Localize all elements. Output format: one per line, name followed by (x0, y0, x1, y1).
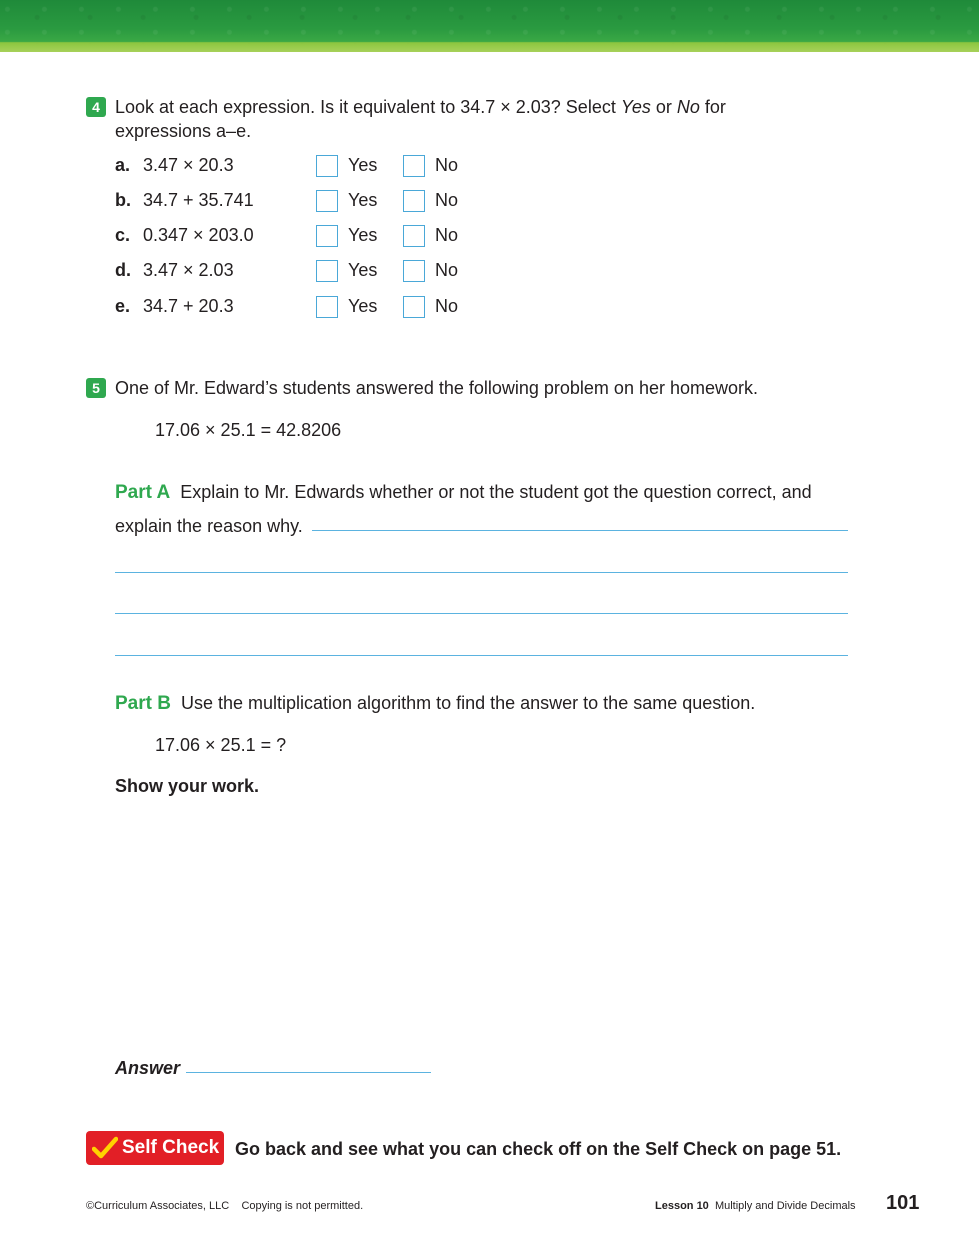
question-5-prompt: One of Mr. Edward’s students answered the following problem on her homework. (115, 378, 758, 398)
part-a-answer-line[interactable] (312, 530, 848, 531)
yes-label: Yes (348, 260, 378, 280)
self-check-text: Go back and see what you can check off on the Self Check on page 51. (235, 1139, 842, 1159)
answer-line[interactable] (186, 1072, 431, 1073)
question-5-equation: 17.06 × 25.1 = 42.8206 (155, 420, 342, 440)
option-expression: 3.47 × 2.03 (143, 260, 234, 280)
option-letter: b. (115, 190, 131, 210)
page-number: 101 (886, 1192, 920, 1214)
yes-checkbox[interactable] (316, 225, 338, 247)
no-checkbox[interactable] (403, 260, 425, 282)
no-checkbox[interactable] (403, 190, 425, 212)
footer-lesson: Lesson 10 Multiply and Divide Decimals (655, 1200, 856, 1212)
no-label: No (435, 225, 459, 245)
yes-checkbox[interactable] (316, 296, 338, 318)
checkmark-icon (92, 1136, 118, 1160)
self-check-button[interactable] (86, 1131, 224, 1165)
no-checkbox[interactable] (403, 225, 425, 247)
self-check-label: Self Check (122, 1137, 220, 1158)
no-checkbox[interactable] (403, 296, 425, 318)
question-4-prompt: Look at each expression. Is it equivalent to 34.7 × 2.03? Select Yes or No for (115, 97, 726, 117)
no-label: No (435, 155, 459, 175)
option-letter: e. (115, 296, 131, 316)
yes-label: Yes (348, 225, 378, 245)
part-b-label: Part B (115, 693, 171, 714)
yes-checkbox[interactable] (316, 155, 338, 177)
question-4-badge: 4 (86, 97, 106, 117)
work-area[interactable] (115, 805, 848, 1045)
part-a-answer-line[interactable] (115, 572, 848, 573)
header-banner (0, 0, 979, 52)
yes-label: Yes (348, 296, 378, 316)
no-label: No (435, 190, 459, 210)
option-letter: d. (115, 260, 131, 280)
part-a-prompt: Part A Explain to Mr. Edwards whether or not the student got the question correct, and (115, 482, 812, 503)
answer-label: Answer (115, 1058, 181, 1078)
yes-checkbox[interactable] (316, 190, 338, 212)
no-label: No (435, 296, 459, 316)
part-b-prompt: Part B Use the multiplication algorithm to find the answer to the same question. (115, 693, 756, 714)
no-label: No (435, 260, 459, 280)
question-4-prompt-line2: expressions a–e. (115, 121, 252, 141)
part-b-equation: 17.06 × 25.1 = ? (155, 735, 287, 755)
yes-label: Yes (348, 190, 378, 210)
part-a-label: Part A (115, 482, 171, 503)
option-expression: 3.47 × 20.3 (143, 155, 234, 175)
no-checkbox[interactable] (403, 155, 425, 177)
part-a-answer-line[interactable] (115, 613, 848, 614)
footer-copyright: ©Curriculum Associates, LLC Copying is not permitted. (86, 1200, 364, 1212)
option-expression: 34.7 + 35.741 (143, 190, 254, 210)
part-a-answer-line[interactable] (115, 655, 848, 656)
show-work-label: Show your work. (115, 776, 260, 796)
option-expression: 0.347 × 203.0 (143, 225, 254, 245)
yes-checkbox[interactable] (316, 260, 338, 282)
part-a-prompt-line2: explain the reason why. (115, 516, 303, 536)
yes-label: Yes (348, 155, 378, 175)
option-expression: 34.7 + 20.3 (143, 296, 234, 316)
option-letter: a. (115, 155, 131, 175)
question-5-badge: 5 (86, 378, 106, 398)
option-letter: c. (115, 225, 131, 245)
